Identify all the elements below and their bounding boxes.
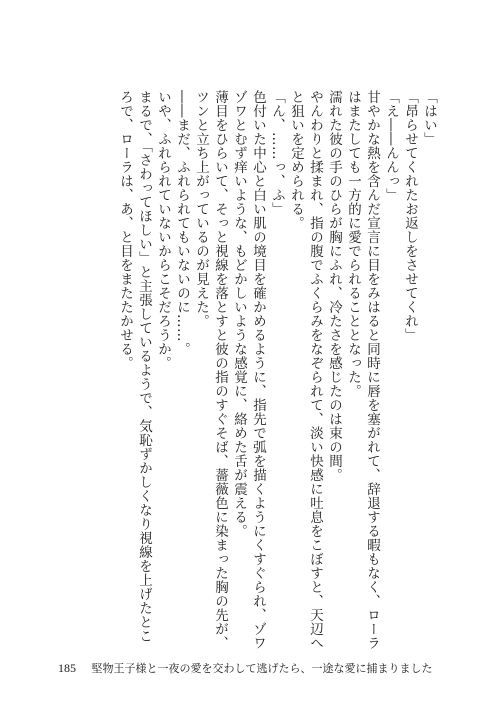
- text-line: 薄目をひらいて、そっと視線を落とすと彼の指のすぐそば、薔薇色に染まった胸の先が、ツンと立ち上がっているのが見えた。: [193, 90, 228, 650]
- text-line: ――まだ、ふれられてもいないのに……。: [174, 90, 190, 356]
- page-footer: [58, 660, 433, 676]
- book-title: 堅物王子様と一夜の愛を交わして逃げたら、一途な愛に捕まりました: [91, 662, 433, 675]
- text-line: 「はい」: [421, 90, 437, 146]
- page-number: 185: [58, 661, 76, 675]
- text-line: 甘やかな熱を含んだ宣言に目をみはると同時に唇を塞がれて、辞退する暇もなく、ローラはまたしても一方的に愛でられることとなった。: [345, 90, 380, 650]
- text-line: 濡れた彼の手のひらが胸にふれ、冷たさを感じたのは束の間。: [326, 90, 342, 482]
- text-line: やんわりと揉まれ、指の腹でふくらみをなぞられて、淡い快感に吐息をこぼすと、天辺へと狙いを定められる。: [288, 90, 323, 650]
- vertical-text-block: [58, 90, 438, 650]
- text-line: いや、ふれられていないからこそだろうか。: [155, 90, 171, 370]
- text-line: 色付いた中心と白い肌の境目を確かめるように、指先で弧を描くようにくすぐられ、ゾワゾワとむず痒いような、もどかしいような感覚に、絡めた舌が震える。: [231, 90, 266, 650]
- text-line: 「え――んんっ」: [383, 90, 399, 202]
- text-line: まるで、「さわってほしい」と主張しているようで、気恥ずかしくなり視線を上げたところで、ローラは、あ、と目をまたたかせる。: [117, 90, 152, 644]
- text-line: 「ん、……っ、ふ」: [269, 90, 285, 216]
- text-line: 「昂らせてくれたお返しをさせてくれ」: [402, 90, 418, 342]
